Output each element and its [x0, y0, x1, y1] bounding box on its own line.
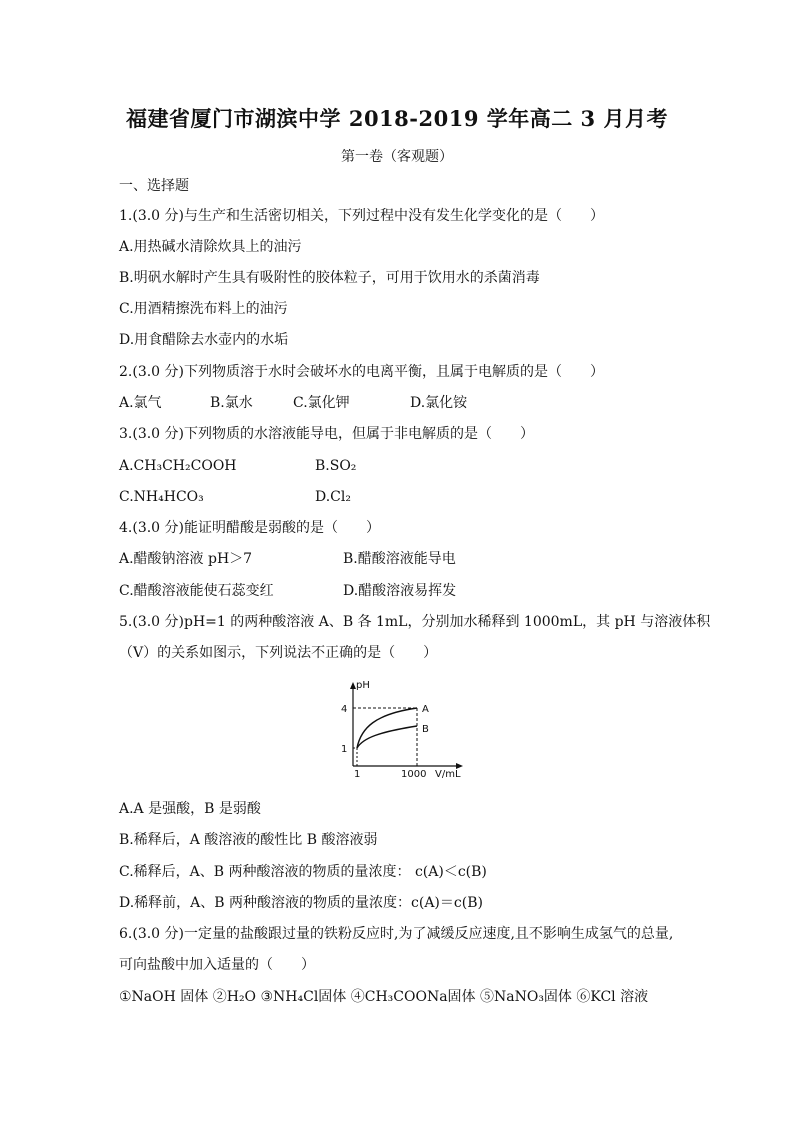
- section-heading: 一、选择题: [119, 178, 189, 194]
- q4-option-d: D.醋酸溶液易挥发: [343, 583, 457, 599]
- x-axis-label: V/mL: [435, 769, 461, 780]
- q1-option-d: D.用食醋除去水壶内的水垢: [119, 332, 289, 348]
- q3-option-c: C.NH₄HCO₃: [119, 489, 204, 505]
- q2-stem: 2.(3.0 分)下列物质溶于水时会破坏水的电离平衡，且属于电解质的是（ ）: [119, 364, 604, 380]
- q6-items: ①NaOH 固体 ②H₂O ③NH₄Cl固体 ④CH₃COONa固体 ⑤NaNO₃固体 ⑥KCl 溶液: [119, 989, 649, 1005]
- q3-stem: 3.(3.0 分)下列物质的水溶液能导电，但属于非电解质的是（ ）: [119, 426, 534, 442]
- q1-option-b: B.明矾水解时产生具有吸附性的胶体粒子，可用于饮用水的杀菌消毒: [119, 270, 540, 286]
- q1-option-a: A.用热碱水清除炊具上的油污: [119, 239, 302, 255]
- x-tick-1000: 1000: [401, 769, 427, 780]
- x-tick-1: 1: [354, 769, 361, 780]
- q2-option-b: B.氯水: [210, 395, 253, 411]
- q2-option-a: A.氯气: [119, 395, 162, 411]
- y-tick-4: 4: [341, 704, 348, 715]
- curve-b-label: B: [422, 724, 429, 735]
- q3-option-a: A.CH₃CH₂COOH: [119, 458, 237, 474]
- q5-option-b: B.稀释后，A 酸溶液的酸性比 B 酸溶液弱: [119, 832, 378, 848]
- q5-option-a: A.A 是强酸，B 是弱酸: [119, 801, 261, 817]
- exam-subtitle: 第一卷（客观题）: [341, 149, 453, 165]
- q2-option-d: D.氯化铵: [410, 395, 468, 411]
- curve-a-label: A: [422, 704, 429, 715]
- q4-option-a: A.醋酸钠溶液 pH＞7: [119, 551, 253, 567]
- q4-option-b: B.醋酸溶液能导电: [343, 551, 456, 567]
- exam-title: 福建省厦门市湖滨中学 2018-2019 学年高二 3 月月考: [126, 106, 668, 131]
- q5-option-c: C.稀释后，A、B 两种酸溶液的物质的量浓度： c(A)＜c(B): [119, 864, 487, 880]
- y-tick-1: 1: [341, 744, 348, 755]
- q2-option-c: C.氯化钾: [293, 395, 350, 411]
- q4-stem: 4.(3.0 分)能证明醋酸是弱酸的是（ ）: [119, 520, 380, 536]
- q1-stem: 1.(3.0 分)与生产和生活密切相关，下列过程中没有发生化学变化的是（ ）: [119, 208, 604, 224]
- q3-option-b: B.SO₂: [315, 458, 357, 474]
- ph-volume-figure: [327, 676, 467, 780]
- y-axis-label: pH: [356, 680, 370, 691]
- q4-option-c: C.醋酸溶液能使石蕊变红: [119, 583, 274, 599]
- q6-stem-line1: 6.(3.0 分)一定量的盐酸跟过量的铁粉反应时,为了减缓反应速度,且不影响生成氢气的总量,: [119, 926, 674, 942]
- q5-stem-line1: 5.(3.0 分)pH=1 的两种酸溶液 A、B 各 1mL，分别加水稀释到 1000mL，其 pH 与溶液体积: [119, 614, 711, 630]
- q6-stem-line2: 可向盐酸中加入适量的（ ）: [119, 957, 315, 973]
- q1-option-c: C.用酒精擦洗布料上的油污: [119, 301, 288, 317]
- q5-option-d: D.稀释前，A、B 两种酸溶液的物质的量浓度：c(A)＝c(B): [119, 895, 483, 911]
- q3-option-d: D.Cl₂: [315, 489, 351, 505]
- q5-stem-line2: （V）的关系如图示，下列说法不正确的是（ ）: [119, 645, 438, 661]
